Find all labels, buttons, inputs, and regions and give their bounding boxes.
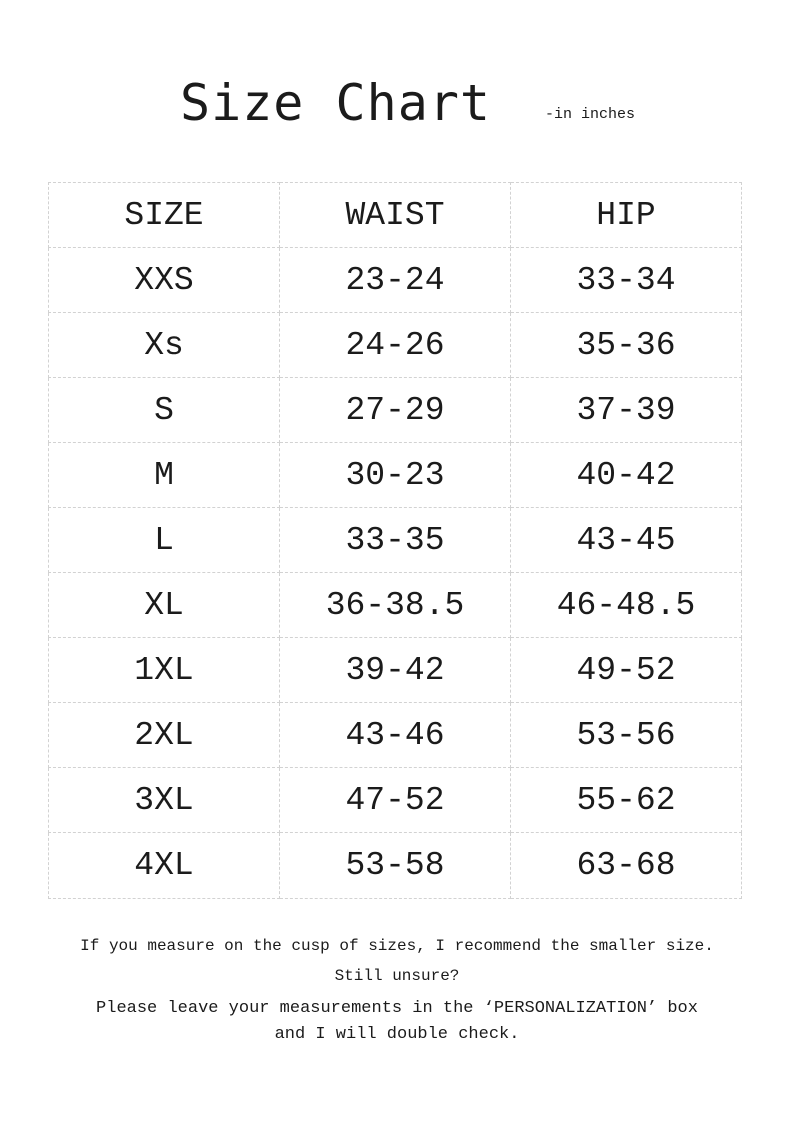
waist-cell: 33-35 xyxy=(280,508,511,573)
footer-notes xyxy=(0,932,794,1048)
hip-cell: 63-68 xyxy=(511,833,742,899)
hip-cell: 53-56 xyxy=(511,703,742,768)
table-row xyxy=(49,833,742,899)
personalization-instructions xyxy=(0,996,794,1048)
waist-cell: 24-26 xyxy=(280,313,511,378)
size-cell: XL xyxy=(49,573,280,638)
waist-cell: 23-24 xyxy=(280,248,511,313)
hip-cell: 46-48.5 xyxy=(511,573,742,638)
title-row xyxy=(0,70,794,140)
table-row xyxy=(49,703,742,768)
column-header-waist: WAIST xyxy=(280,183,511,248)
waist-cell: 27-29 xyxy=(280,378,511,443)
units-note: -in inches xyxy=(545,106,636,123)
hip-cell: 49-52 xyxy=(511,638,742,703)
still-unsure-text: Still unsure? xyxy=(334,967,460,985)
size-cell: 3XL xyxy=(49,768,280,833)
table-row xyxy=(49,313,742,378)
hip-cell: 40-42 xyxy=(511,443,742,508)
table-row xyxy=(49,638,742,703)
hip-cell: 37-39 xyxy=(511,378,742,443)
waist-cell: 30-23 xyxy=(280,443,511,508)
hip-cell: 33-34 xyxy=(511,248,742,313)
size-cell: L xyxy=(49,508,280,573)
waist-cell: 43-46 xyxy=(280,703,511,768)
size-table xyxy=(48,182,742,899)
size-cell: 4XL xyxy=(49,833,280,899)
size-cell: M xyxy=(49,443,280,508)
size-cell: Xs xyxy=(49,313,280,378)
waist-cell: 53-58 xyxy=(280,833,511,899)
table-header-row xyxy=(49,183,742,248)
table-row xyxy=(49,378,742,443)
table-row xyxy=(49,768,742,833)
table-row xyxy=(49,443,742,508)
waist-cell: 47-52 xyxy=(280,768,511,833)
column-header-size: SIZE xyxy=(49,183,280,248)
size-cell: 1XL xyxy=(49,638,280,703)
size-cell: 2XL xyxy=(49,703,280,768)
size-cell: S xyxy=(49,378,280,443)
size-cell: XXS xyxy=(49,248,280,313)
personalization-line-2: and I will double check. xyxy=(274,1025,520,1044)
waist-cell: 36-38.5 xyxy=(280,573,511,638)
hip-cell: 35-36 xyxy=(511,313,742,378)
column-header-hip: HIP xyxy=(511,183,742,248)
cusp-advice-text: If you measure on the cusp of sizes, I recommend the smaller size. xyxy=(80,937,714,955)
page-title: Size Chart xyxy=(180,74,492,132)
waist-cell: 39-42 xyxy=(280,638,511,703)
hip-cell: 55-62 xyxy=(511,768,742,833)
table-row xyxy=(49,248,742,313)
table-row xyxy=(49,573,742,638)
hip-cell: 43-45 xyxy=(511,508,742,573)
personalization-line-1: Please leave your measurements in the ‘PERSONALIZATION’ box xyxy=(96,999,698,1018)
table-row xyxy=(49,508,742,573)
